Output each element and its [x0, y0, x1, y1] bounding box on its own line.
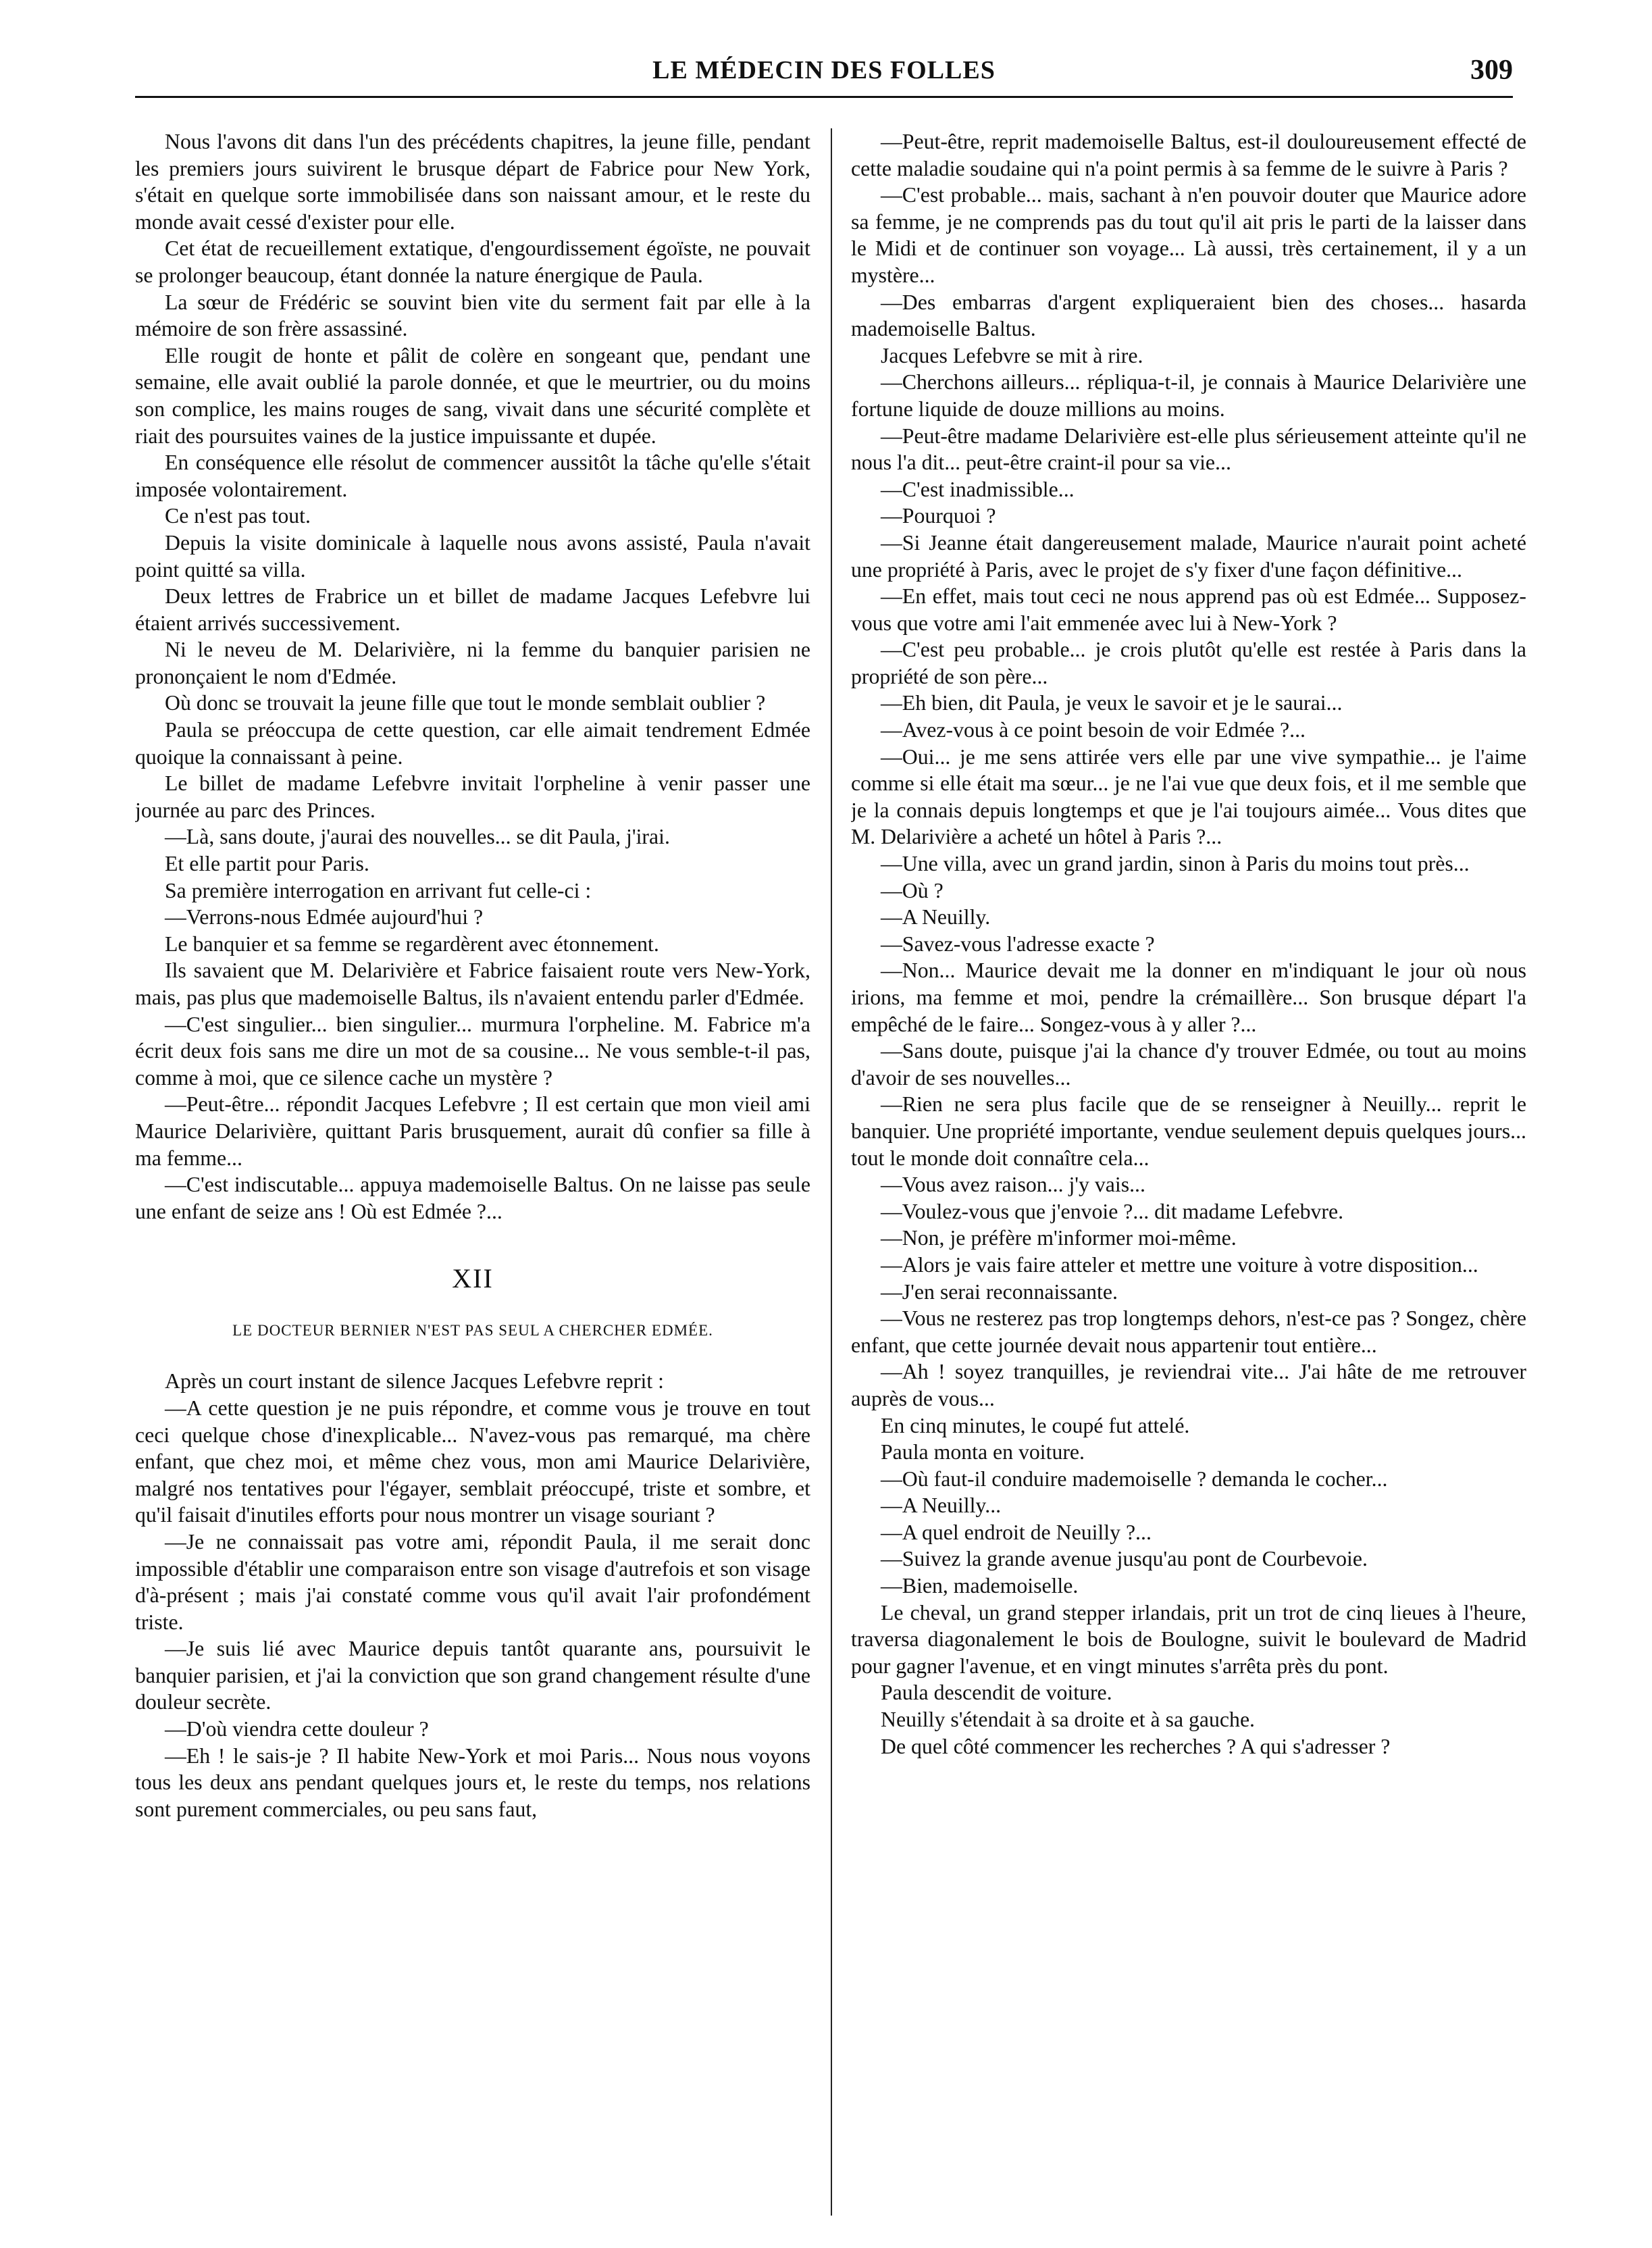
paragraph: Deux lettres de Frabrice un et billet de madame Jacques Lefebvre lui étaient arrivés successivement.	[135, 584, 810, 635]
paragraph: —Oui... je me sens attirée vers elle par une vive sympathie... je l'aime comme si elle était ma sœur... je ne l'ai vue que deux fois, et il me semble que je la connais depuis longtemps et que je l'ai toujours aimée... Vous dites que M. Delarivière a acheté un hôtel à Paris ?...	[851, 744, 1526, 849]
paragraph: —Avez-vous à ce point besoin de voir Edmée ?...	[881, 718, 1306, 742]
paragraph: —C'est inadmissible...	[881, 477, 1075, 501]
paragraph: —Cherchons ailleurs... répliqua-t-il, je connais à Maurice Delarivière une fortune liquide de douze millions au moins.	[851, 370, 1526, 421]
paragraph: Ils savaient que M. Delarivière et Fabrice faisaient route vers New-York, mais, pas plus que mademoiselle Baltus, ils n'avaient entendu parler d'Edmée.	[135, 959, 810, 1009]
paragraph: Ni le neveu de M. Delarivière, ni la femme du banquier parisien ne prononçaient le nom d'Edmée.	[135, 638, 810, 688]
paragraph: —A quel endroit de Neuilly ?...	[881, 1520, 1152, 1544]
paragraph: —C'est indiscutable... appuya mademoiselle Baltus. On ne laisse pas seule une enfant de seize ans ! Où est Edmée ?...	[135, 1173, 810, 1223]
paragraph: —Une villa, avec un grand jardin, sinon à Paris du moins tout près...	[881, 852, 1470, 876]
left-column-text-before	[135, 128, 810, 1225]
paragraph: —Verrons-nous Edmée aujourd'hui ?	[165, 905, 484, 929]
page-number: 309	[1470, 55, 1513, 86]
paragraph: —Je suis lié avec Maurice depuis tantôt quarante ans, poursuivit le banquier parisien, et j'ai la conviction que son grand changement résulte d'une douleur secrète.	[135, 1637, 810, 1714]
paragraph: —Si Jeanne était dangereusement malade, Maurice n'aurait point acheté une propriété à Paris, avec le projet de s'y fixer d'une façon définitive...	[851, 530, 1526, 582]
paragraph: —Savez-vous l'adresse exacte ?	[881, 931, 1155, 956]
paragraph: Neuilly s'étendait à sa droite et à sa gauche.	[881, 1708, 1256, 1732]
paragraph: —Ah ! soyez tranquilles, je reviendrai vite... J'ai hâte de me retrouver auprès de vous...	[851, 1360, 1526, 1410]
paragraph: —C'est probable... mais, sachant à n'en pouvoir douter que Maurice adore sa femme, je ne comprends pas du tout qu'il ait pris le parti de la laisser dans le Midi et de continuer son voyage... Là aussi, très certainement, il y a un mystère...	[851, 183, 1526, 287]
paragraph: —Là, sans doute, j'aurai des nouvelles... se dit Paula, j'irai.	[165, 825, 670, 849]
paragraph: —C'est peu probable... je crois plutôt qu'elle est restée à Paris dans la propriété de son père...	[851, 638, 1526, 688]
left-column	[135, 128, 810, 2209]
paragraph: —Où ?	[881, 878, 944, 902]
paragraph: Où donc se trouvait la jeune fille que tout le monde semblait oublier ?	[165, 691, 766, 715]
paragraph: —D'où viendra cette douleur ?	[165, 1717, 429, 1741]
paragraph: Après un court instant de silence Jacques Lefebvre reprit :	[165, 1369, 664, 1394]
paragraph: Paula descendit de voiture.	[881, 1681, 1112, 1705]
paragraph: —Rien ne sera plus facile que de se renseigner à Neuilly... reprit le banquier. Une propriété importante, vendue seulement depuis quelques jours... tout le monde doit connaître cela...	[851, 1092, 1526, 1170]
paragraph: Cet état de recueillement extatique, d'engourdissement égoïste, ne pouvait se prolonger beaucoup, étant donnée la nature énergique de Paula.	[135, 236, 810, 287]
column-divider	[831, 128, 832, 2216]
paragraph: —Bien, mademoiselle.	[881, 1574, 1079, 1598]
paragraph: —Vous ne resterez pas trop longtemps dehors, n'est-ce pas ? Songez, chère enfant, que cette journée devait nous appartenir tout entière...	[851, 1306, 1526, 1357]
paragraph: —A cette question je ne puis répondre, et comme vous je trouve en tout ceci quelque chose d'inexplicable... N'avez-vous pas remarqué, ma chère enfant, que chez moi, et même chez vous, mon ami Maurice Delarivière, malgré nos tentatives pour l'égayer, semblait préoccupé, triste et sombre, et qu'il faisait d'inutiles efforts pour nous montrer un visage souriant ?	[135, 1396, 810, 1527]
paragraph: Jacques Lefebvre se mit à rire.	[881, 343, 1143, 367]
paragraph: Le banquier et sa femme se regardèrent avec étonnement.	[165, 931, 659, 956]
paragraph: —Pourquoi ?	[881, 504, 996, 528]
paragraph: —Eh bien, dit Paula, je veux le savoir et je le saurai...	[881, 691, 1343, 715]
paragraph: En conséquence elle résolut de commencer aussitôt la tâche qu'elle s'était imposée volontairement.	[135, 451, 810, 501]
right-column	[851, 128, 1526, 2209]
paragraph: Ce n'est pas tout.	[165, 504, 311, 528]
paragraph: —En effet, mais tout ceci ne nous apprend pas où est Edmée... Supposez-vous que votre ami l'ait emmenée avec lui à New-York ?	[851, 584, 1526, 635]
paragraph: —Des embarras d'argent expliqueraient bien des choses... hasarda mademoiselle Baltus.	[851, 290, 1526, 341]
paragraph: —Peut-être, reprit mademoiselle Baltus, est-il douloureusement effecté de cette maladie soudaine qui n'a point permis à sa femme de le suivre à Paris ?	[851, 130, 1526, 180]
chapter-number: XII	[452, 1263, 494, 1294]
paragraph: —A Neuilly.	[881, 905, 991, 929]
chapter-title: LE DOCTEUR BERNIER N'EST PAS SEUL A CHERCHER EDMÉE.	[232, 1322, 713, 1339]
right-column-text	[851, 128, 1526, 1760]
paragraph: —J'en serai reconnaissante.	[881, 1279, 1118, 1304]
paragraph: —Sans doute, puisque j'ai la chance d'y trouver Edmée, ou tout au moins d'avoir de ses nouvelles...	[851, 1039, 1526, 1090]
paragraph: Et elle partit pour Paris.	[165, 852, 369, 876]
paragraph: —Eh ! le sais-je ? Il habite New-York et moi Paris... Nous nous voyons tous les deux ans pendant quelques jours et, le reste du temps, nos relations sont purement commerciales, ou peu sans faut,	[135, 1743, 810, 1821]
paragraph: Le billet de madame Lefebvre invitait l'orpheline à venir passer une journée au parc des Princes.	[135, 771, 810, 822]
paragraph: —Voulez-vous que j'envoie ?... dit madame Lefebvre.	[881, 1199, 1344, 1223]
paragraph: —Suivez la grande avenue jusqu'au pont de Courbevoie.	[881, 1547, 1368, 1571]
paragraph: De quel côté commencer les recherches ? A qui s'adresser ?	[881, 1734, 1391, 1758]
paragraph: En cinq minutes, le coupé fut attelé.	[881, 1413, 1190, 1437]
paragraph: Sa première interrogation en arrivant fut celle-ci :	[165, 878, 592, 902]
paragraph: Le cheval, un grand stepper irlandais, prit un trot de cinq lieues à l'heure, traversa diagonalement le bois de Boulogne, suivit le boulevard de Madrid pour gagner l'avenue, et en vingt minutes s'arrêta près du pont.	[851, 1600, 1526, 1678]
paragraph: Paula se préoccupa de cette question, car elle aimait tendrement Edmée quoique la connaissant à peine.	[135, 718, 810, 769]
paragraph: Elle rougit de honte et pâlit de colère en songeant que, pendant une semaine, elle avait oublié la parole donnée, et que le meurtrier, ou du moins son complice, les mains rouges de sang, vivait dans une sécurité complète et riait des poursuites vaines de la justice impuissante et dupée.	[135, 343, 810, 448]
page-header	[135, 47, 1513, 98]
paragraph: —Non, je préfère m'informer moi-même.	[881, 1226, 1237, 1250]
paragraph: —Où faut-il conduire mademoiselle ? demanda le cocher...	[881, 1466, 1388, 1491]
paragraph: Depuis la visite dominicale à laquelle nous avons assisté, Paula n'avait point quitté sa villa.	[135, 530, 810, 582]
running-title: LE MÉDECIN DES FOLLES	[652, 56, 996, 84]
paragraph: —Peut-être... répondit Jacques Lefebvre ; Il est certain que mon vieil ami Maurice Delarivière, quittant Paris brusquement, aurait dû confier sa fille à ma femme...	[135, 1092, 810, 1170]
paragraph: —Alors je vais faire atteler et mettre une voiture à votre disposition...	[881, 1252, 1478, 1277]
left-column-text-after	[135, 1368, 810, 1822]
paragraph: —Peut-être madame Delarivière est-elle plus sérieusement atteinte qu'il ne nous l'a dit... peut-être craint-il pour sa vie...	[851, 424, 1526, 475]
paragraph: —A Neuilly...	[881, 1493, 1002, 1518]
paragraph: —C'est singulier... bien singulier... murmura l'orpheline. M. Fabrice m'a écrit deux fois sans me dire un mot de sa cousine... Ne vous semble-t-il pas, comme à moi, que ce silence cache un mystère ?	[135, 1012, 810, 1090]
paragraph: La sœur de Frédéric se souvint bien vite du serment fait par elle à la mémoire de son frère assassiné.	[135, 290, 810, 341]
paragraph: —Non... Maurice devait me la donner en m'indiquant le jour où nous irions, ma femme et moi, pendre la crémaillère... Son brusque départ l'a empêché de le faire... Songez-vous à y aller ?...	[851, 959, 1526, 1036]
paragraph: Paula monta en voiture.	[881, 1440, 1085, 1464]
paragraph: —Je ne connaissait pas votre ami, répondit Paula, il me serait donc impossible d'établir une comparaison entre son visage d'autrefois et son visage d'à-présent ; mais j'ai constaté comme vous qu'il avait l'air profondément triste.	[135, 1529, 810, 1634]
paragraph: Nous l'avons dit dans l'un des précédents chapitres, la jeune fille, pendant les premiers jours suivirent le brusque départ de Fabrice pour New York, s'était en quelque sorte immobilisée dans son naissant amour, et le reste du monde avait cessé d'exister pour elle.	[135, 130, 810, 234]
paragraph: —Vous avez raison... j'y vais...	[881, 1173, 1145, 1197]
